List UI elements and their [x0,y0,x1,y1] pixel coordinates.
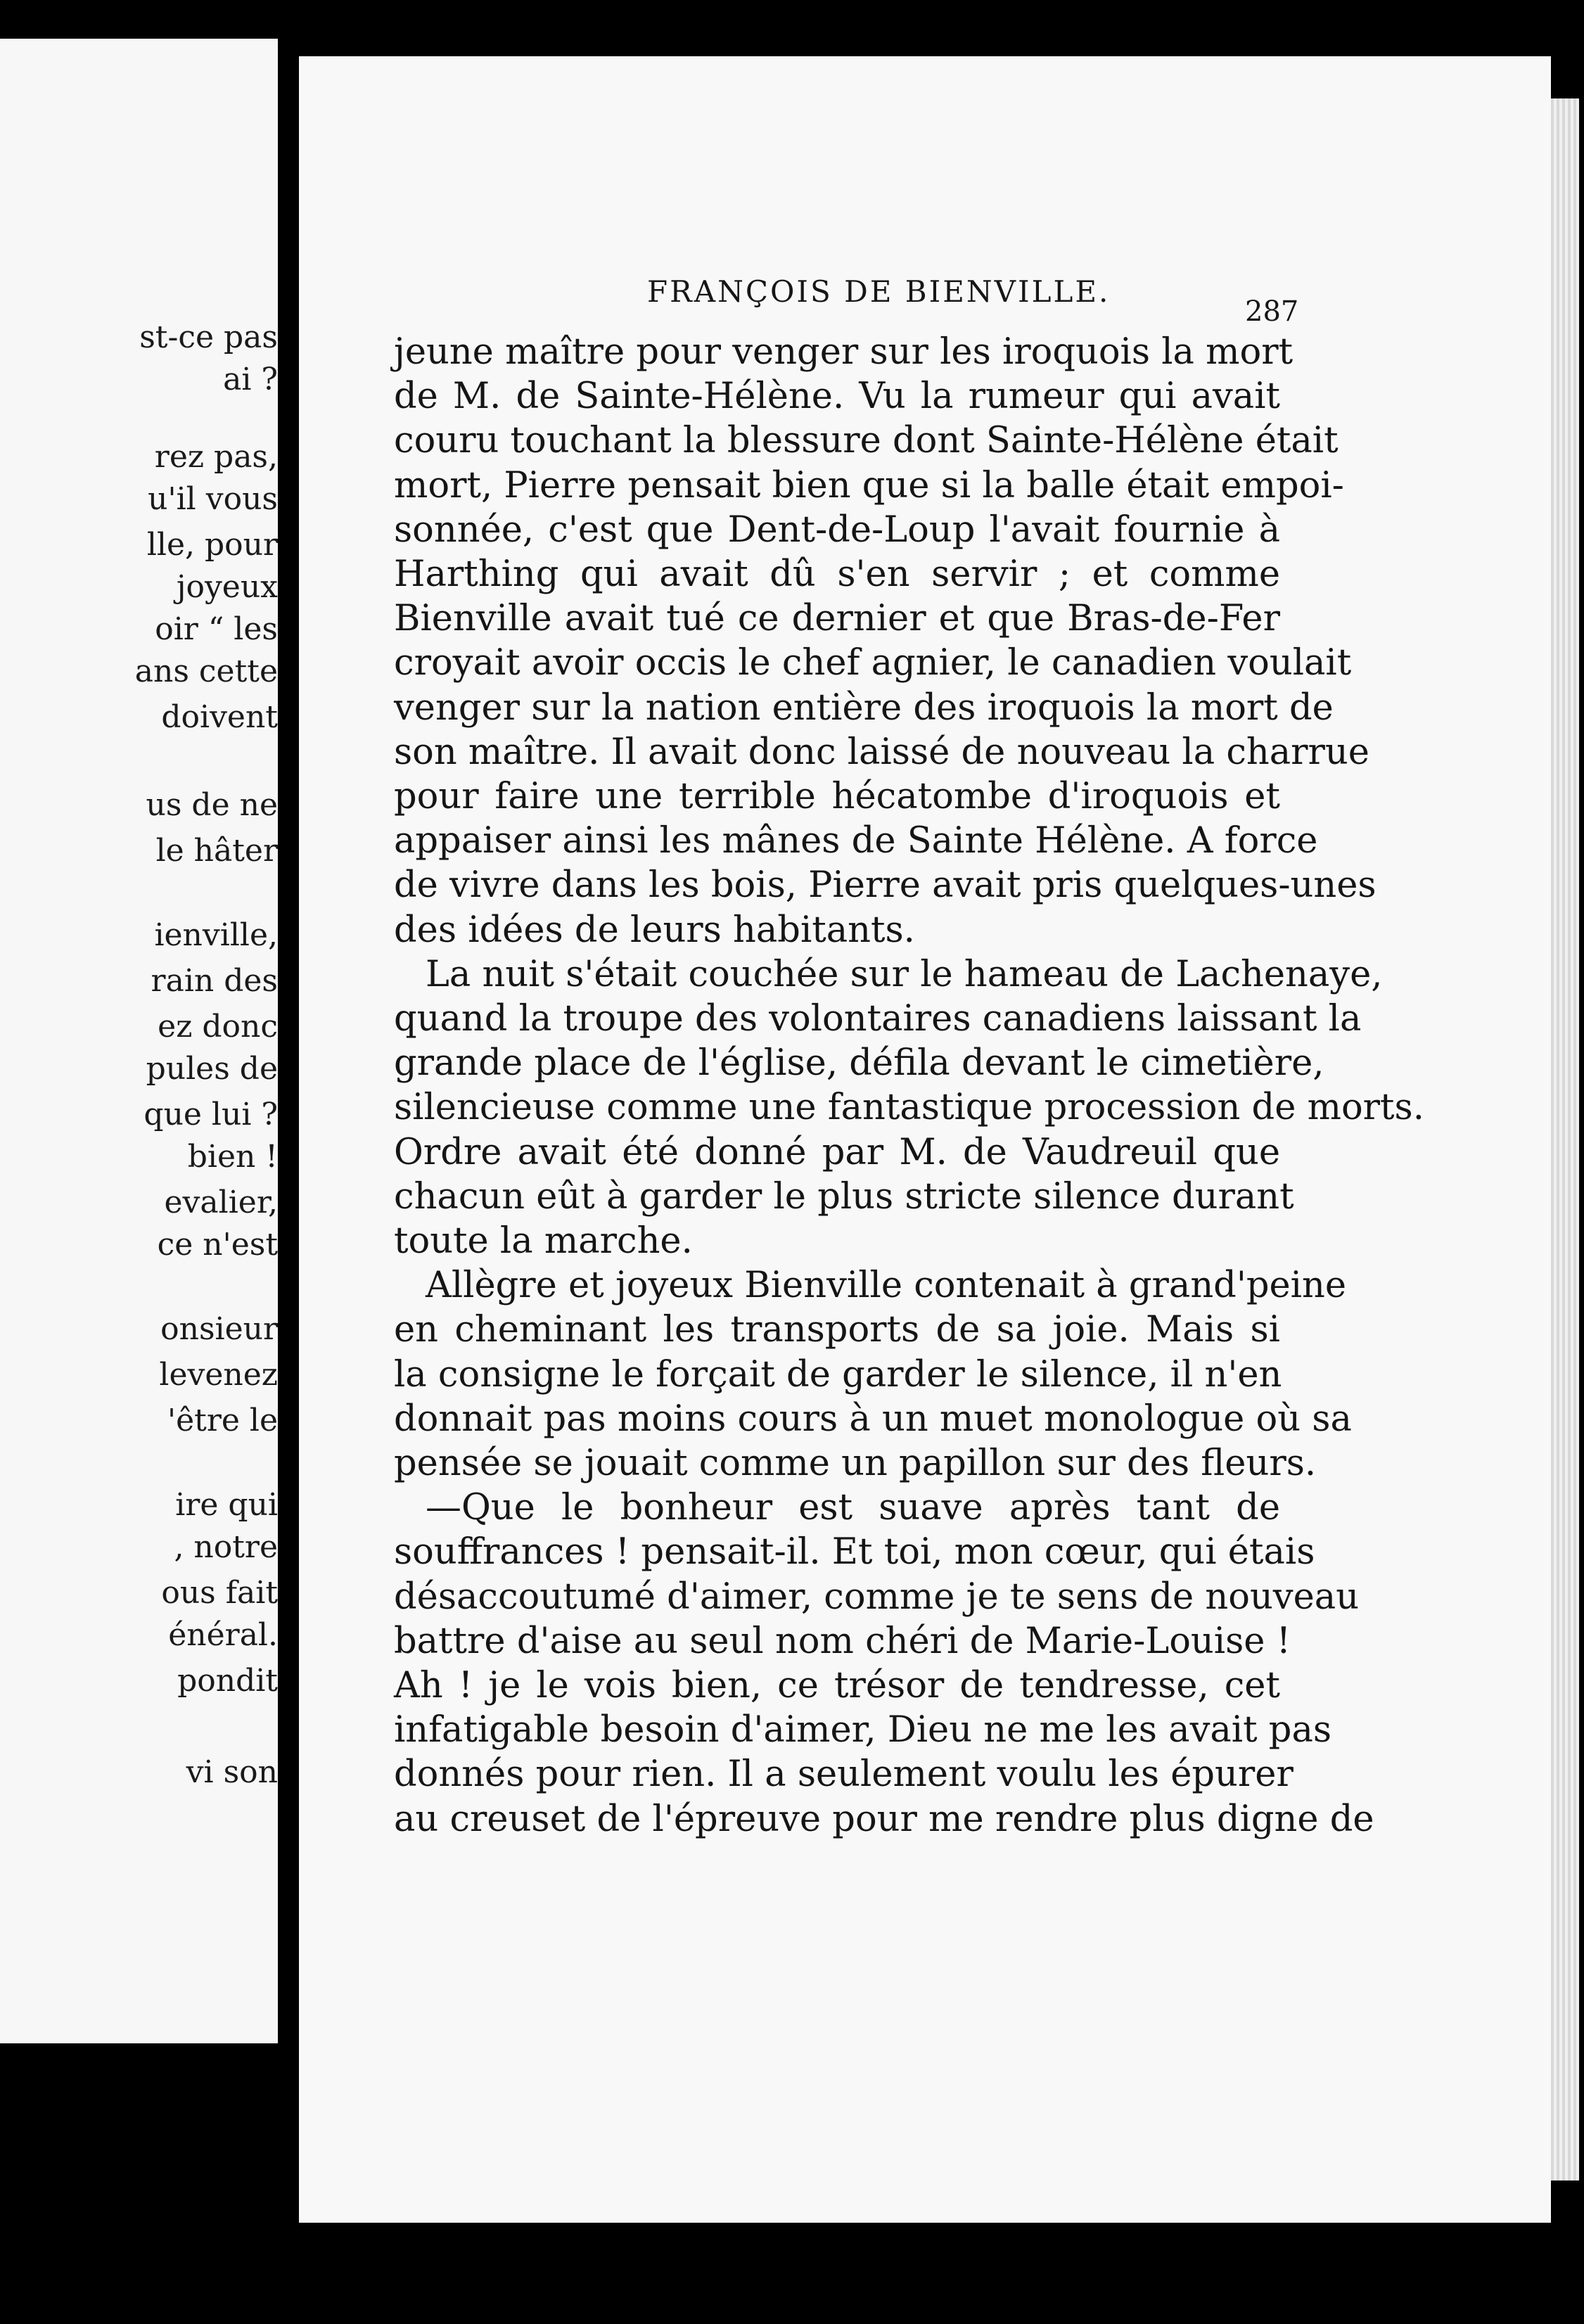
body-line: grande place de l'église, défila devant le cimetière, [394,1042,1324,1084]
body-line: de M. de Sainte-Hélène. Vu la rumeur qui avait [394,376,1280,417]
left-page-line: ienville, [154,917,278,953]
body-line: la consigne le forçait de garder le silence, il n'en [394,1354,1282,1396]
left-page-line: bien ! [187,1139,278,1175]
left-page-line: , notre [174,1529,278,1565]
body-line: La nuit s'était couchée sur le hameau de Lachenaye, [426,954,1383,995]
body-line: au creuset de l'épreuve pour me rendre plus digne de [394,1799,1374,1840]
body-line: Harthing qui avait dû s'en servir ; et comme [394,554,1280,595]
left-page-line: énéral. [168,1617,278,1653]
page-number: 287 [1245,295,1299,328]
left-page-line: evalier, [164,1185,278,1220]
left-page-line: onsieur [160,1311,278,1347]
left-page-line: 'être le [167,1403,278,1438]
left-page-line: le hâter [155,833,278,869]
left-page-line: que lui ? [143,1097,278,1132]
body-line: silencieuse comme une fantastique procession de morts. [394,1087,1424,1128]
left-page-line: vi son [186,1754,278,1790]
body-line: de vivre dans les bois, Pierre avait pris quelques-unes [394,864,1377,906]
left-page-line: ai ? [223,362,278,397]
body-line: Allègre et joyeux Bienville contenait à grand'peine [426,1265,1347,1306]
left-page-line: lle, pour [146,527,278,563]
running-title: FRANÇOIS DE BIENVILLE. [647,274,1111,309]
left-page-line: oir “ les [155,611,278,647]
left-page-line: ire qui [175,1487,278,1523]
body-line: mort, Pierre pensait bien que si la balle était empoi- [394,465,1344,506]
left-page-line: u'il vous [148,481,278,517]
body-line: Ah ! je le vois bien, ce trésor de tendresse, cet [394,1665,1280,1706]
body-line: pour faire une terrible hécatombe d'iroquois et [394,776,1280,817]
body-line: donnés pour rien. Il a seulement voulu les épurer [394,1754,1294,1795]
body-line: croyait avoir occis le chef agnier, le canadien voulait [394,642,1352,684]
body-line: venger sur la nation entière des iroquois la mort de [394,687,1334,729]
left-facing-page [0,39,278,2043]
body-line: sonnée, c'est que Dent-de-Loup l'avait fournie à [394,509,1280,551]
body-line: toute la marche. [394,1220,693,1262]
left-page-line: rez pas, [154,439,278,475]
left-page-line: joyeux [176,569,278,605]
left-page-line: doivent [161,699,278,735]
body-line: chacun eût à garder le plus stricte silence durant [394,1176,1294,1218]
left-page-line: st-ce pas [139,319,278,355]
body-line: couru touchant la blessure dont Sainte-Hélène était [394,420,1339,461]
body-line: battre d'aise au seul nom chéri de Marie-Louise ! [394,1621,1291,1662]
left-page-line: levenez [159,1357,278,1393]
body-line: en cheminant les transports de sa joie. Mais si [394,1309,1280,1351]
left-page-line: pules de [146,1051,278,1087]
body-line: pensée se jouait comme un papillon sur des fleurs. [394,1443,1317,1484]
body-line: infatigable besoin d'aimer, Dieu ne me les avait pas [394,1709,1332,1751]
body-line: jeune maître pour venger sur les iroquois la mort [394,331,1294,373]
body-line: appaiser ainsi les mânes de Sainte Hélène. A force [394,820,1318,862]
body-line: désaccoutumé d'aimer, comme je te sens de nouveau [394,1576,1360,1618]
left-page-line: us de ne [146,787,278,823]
body-line: des idées de leurs habitants. [394,909,915,951]
body-line: souffrances ! pensait-il. Et toi, mon cœur, qui étais [394,1531,1315,1573]
left-page-line: ous fait [161,1575,278,1611]
body-line: —Que le bonheur est suave après tant de [426,1487,1280,1528]
body-line: Ordre avait été donné par M. de Vaudreuil que [394,1132,1280,1173]
body-line: quand la troupe des volontaires canadiens laissant la [394,998,1362,1040]
body-line: son maître. Il avait donc laissé de nouveau la charrue [394,732,1369,773]
body-line: Bienville avait tué ce dernier et que Bras-de-Fer [394,598,1280,639]
left-page-line: rain des [151,963,278,999]
left-page-line: ans cette [134,653,278,689]
left-page-line: ce n'est [157,1227,278,1263]
page-edge [1551,98,1579,2181]
left-page-line: pondit [177,1663,278,1699]
left-page-line: ez donc [158,1009,278,1045]
body-line: donnait pas moins cours à un muet monologue où sa [394,1398,1352,1440]
